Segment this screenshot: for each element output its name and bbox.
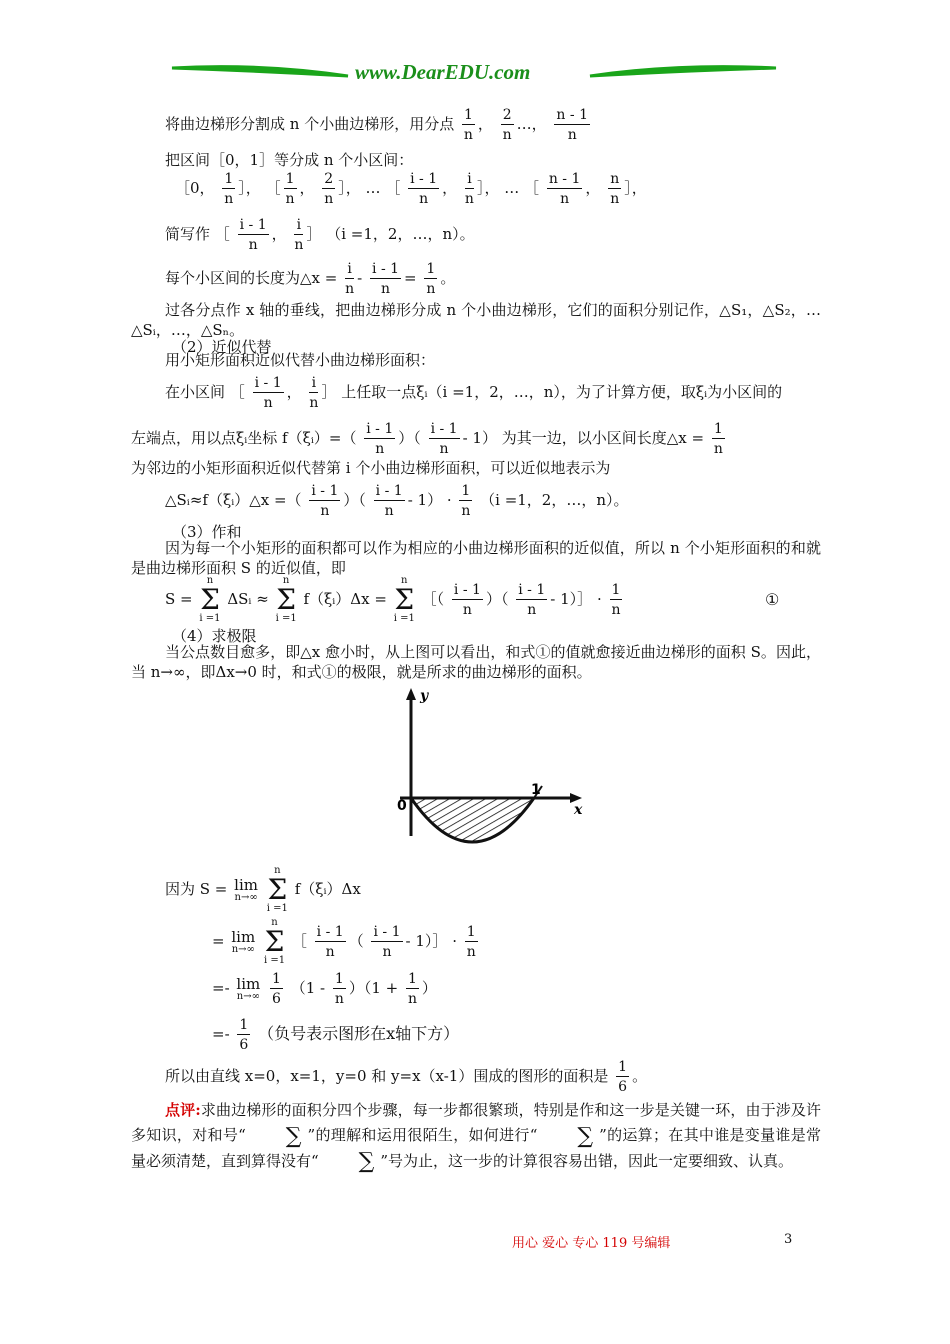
length-line: 每个小区间的长度为△x = $\frac{i}{n}$ - $\frac{i - 1}{n}$ = $\frac{1}{n}$ 。 — [165, 261, 456, 297]
sum-symbol: ∑ — [358, 1149, 375, 1174]
fraction: $\frac{i}{n}$ — [345, 261, 355, 297]
sum-symbol: n Σ i =1 — [393, 575, 415, 624]
limit: lim n→∞ — [236, 974, 261, 1002]
sum-symbol: n Σ i =1 — [263, 917, 286, 966]
step-heading-limit: （4）求极限 — [172, 627, 257, 645]
fraction: $\frac{1}{n}$ — [426, 261, 436, 297]
interval-line: 把区间［0，1］等分成 n 个小区间： — [165, 151, 414, 169]
fraction: $\frac{i - 1}{n}$ — [375, 483, 403, 519]
shorthand-line: 简写作 ［ $\frac{i - 1}{n}$ ， $\frac{i}{n}$ ］ （i =1，2，…，n）。 — [165, 217, 475, 253]
one-label: 1 — [531, 782, 541, 798]
limit: lim n→∞ — [231, 927, 256, 955]
site-logo-text[interactable]: www.DearEDU.com — [355, 60, 531, 84]
fraction: $\frac{i}{n}$ — [309, 375, 319, 411]
fraction: $\frac{1}{n}$ — [713, 421, 723, 457]
fraction: $\frac{i - 1}{n}$ — [372, 261, 400, 297]
partition-line: 将曲边梯形分割成 n 个小曲边梯形，用分点 $\frac{1}{n}$ ， $\frac{2}{n}$ …， $\frac{n - 1}{n}$ — [165, 107, 588, 143]
comment-label: 点评: — [165, 1101, 201, 1119]
fraction: $\frac{1}{n}$ — [285, 171, 295, 207]
choose-point-line: 在小区间 ［ $\frac{i - 1}{n}$ ， $\frac{i}{n}$ ］ 上任取一点ξᵢ（i =1，2，…，n），为了计算方便，取ξᵢ为小区间的 — [165, 375, 783, 411]
fraction: $\frac{i - 1}{n}$ — [316, 924, 344, 960]
fraction-n1-over-n: $\frac{n - 1}{n}$ — [556, 107, 588, 143]
text: 将曲边梯形分割成 n 个小曲边梯形，用分点 — [165, 115, 455, 133]
x-label: x — [574, 802, 583, 818]
fraction: $\frac{i - 1}{n}$ — [239, 217, 267, 253]
y-axis-arrow — [406, 688, 416, 700]
paragraph-limit: 当公点数目愈多，即△x 愈小时，从上图可以看出，和式①的值就愈接近曲边梯形的面积 S。因此，当 n→∞，即Δx→0 时，和式①的极限，就是所求的曲边梯形的面积。 — [131, 643, 821, 681]
calc-line-2: = lim n→∞ n Σ i =1 ［ $\frac{i - 1}{n}$ （ $\frac{i - 1}{n}$ - 1）］ · $\frac{1}{n}$ — [212, 917, 476, 966]
paragraph-split: 过各分点作 x 轴的垂线，把曲边梯形分成 n 个小曲边梯形，它们的面积分别记作，△S₁，△S₂，…△Sᵢ，…，△Sₙ。 — [131, 301, 821, 339]
fraction: $\frac{i - 1}{n}$ — [254, 375, 282, 411]
fraction: $\frac{1}{n}$ — [407, 971, 417, 1007]
sum-symbol: ∑ — [285, 1123, 302, 1149]
fraction: $\frac{1}{n}$ — [224, 171, 234, 207]
fraction: $\frac{i - 1}{n}$ — [311, 483, 339, 519]
sum-symbol: ∑ — [577, 1123, 594, 1149]
fraction: $\frac{n - 1}{n}$ — [548, 171, 581, 207]
fraction: $\frac{1}{n}$ — [461, 483, 471, 519]
comment-paragraph: 点评:求曲边梯形的面积分四个步骤，每一步都很繁琐，特别是作和这一步是关键一环，由于涉及许多知识，对和号“ ∑ ”的理解和运用很陌生，如何进行“ ∑ ”的运算；在其中谁是变量谁是常量必须清楚，直到算得没有“ ∑ ”号为止，这一步的计算很容易出错，因此一定要细致、认真。 — [131, 1101, 822, 1174]
calc-line-1: 因为 S = lim n→∞ n Σ i =1 f（ξᵢ）Δx — [165, 865, 361, 914]
fraction: $\frac{n}{n}$ — [610, 171, 620, 207]
fraction: $\frac{i - 1}{n}$ — [430, 421, 458, 457]
fraction: $\frac{i - 1}{n}$ — [518, 582, 546, 618]
sum-symbol: n Σ i =1 — [199, 575, 221, 624]
fraction: $\frac{2}{n}$ — [324, 171, 334, 207]
limit: lim n→∞ — [234, 875, 258, 903]
fraction-2-over-n: $\frac{2}{n}$ — [502, 107, 512, 143]
fraction-1-over-n: $\frac{1}{n}$ — [463, 107, 473, 143]
fraction: $\frac{1}{6}$ — [239, 1017, 249, 1053]
fraction: $\frac{i}{n}$ — [464, 171, 474, 207]
sum-symbol: n Σ i =1 — [266, 865, 288, 914]
sum-formula: S = n Σ i =1 ΔSᵢ ≈ n Σ i =1 f（ξᵢ）Δx = n Σ i =1 ［（ $\frac{i - 1}{n}$ ）（ $\frac{i - 1}{n}$ - 1）］ · $\frac{1}{n}$ — [165, 575, 621, 624]
fraction: $\frac{i - 1}{n}$ — [373, 924, 401, 960]
approx-intro: 用小矩形面积近似代替小曲边梯形面积： — [165, 351, 436, 369]
subintervals-line: ［0， $\frac{1}{n}$ ］， ［ $\frac{1}{n}$ ， $\frac{2}{n}$ ］， … ［ $\frac{i - 1}{n}$ ， $\frac{i}{n}$ ］， … ［ $\frac{n - 1}{n}$ ， $\frac{n}{n}$ ］， — [175, 171, 647, 207]
calc-line-3: =- lim n→∞ $\frac{1}{6}$ （1 - $\frac{1}{n}$ ）（1 + $\frac{1}{n}$ ） — [212, 971, 437, 1007]
rectangle-approx-line: 为邻边的小矩形面积近似代替第 i 个小曲边梯形面积，可以近似地表示为 — [131, 459, 611, 477]
area-graph — [392, 686, 592, 846]
footer-text: 用心 爱心 专心 119 号编辑 — [512, 1236, 671, 1251]
left-swoosh — [172, 67, 348, 76]
fraction: $\frac{1}{n}$ — [611, 582, 621, 618]
step-heading-sum: （3）作和 — [172, 523, 242, 541]
sum-symbol: n Σ i =1 — [275, 575, 297, 624]
fraction: $\frac{i - 1}{n}$ — [366, 421, 394, 457]
fraction: $\frac{i - 1}{n}$ — [410, 171, 438, 207]
approx-formula: △Sᵢ≈f（ξᵢ）△x =（ $\frac{i - 1}{n}$ ）（ $\frac{i - 1}{n}$ - 1） · $\frac{1}{n}$ （i =1，2，…，n）。 — [165, 483, 629, 519]
fraction: $\frac{1}{6}$ — [272, 971, 281, 1007]
fraction: $\frac{1}{6}$ — [618, 1059, 628, 1095]
origin-label: 0 — [397, 798, 407, 814]
page-number: 3 — [784, 1232, 793, 1247]
step-heading-approximate: （2）近似代替 — [172, 338, 272, 356]
fraction: $\frac{i - 1}{n}$ — [453, 582, 481, 618]
calc-line-4: =- $\frac{1}{6}$ （负号表示图形在x轴下方） — [212, 1017, 460, 1053]
fraction: $\frac{i}{n}$ — [294, 217, 304, 253]
conclusion-line: 所以由直线 x=0，x=1，y=0 和 y=x（x-1）围成的图形的面积是 $\frac{1}{6}$ 。 — [165, 1059, 648, 1095]
fraction: $\frac{1}{n}$ — [334, 971, 344, 1007]
left-endpoint-line: 左端点，用以点ξᵢ坐标 f（ξᵢ）=（ $\frac{i - 1}{n}$ ）（ $\frac{i - 1}{n}$ - 1） 为其一边，以小区间长度△x = $\frac{1}{n}$ — [131, 421, 723, 457]
right-swoosh — [590, 67, 776, 76]
fraction: $\frac{1}{n}$ — [466, 924, 476, 960]
y-label: y — [420, 688, 429, 704]
paragraph-sum: 因为每一个小矩形的面积都可以作为相应的小曲边梯形面积的近似值，所以 n 个小矩形面积的和就是曲边梯形面积 S 的近似值，即 — [131, 539, 821, 577]
equation-number: ① — [765, 590, 780, 609]
